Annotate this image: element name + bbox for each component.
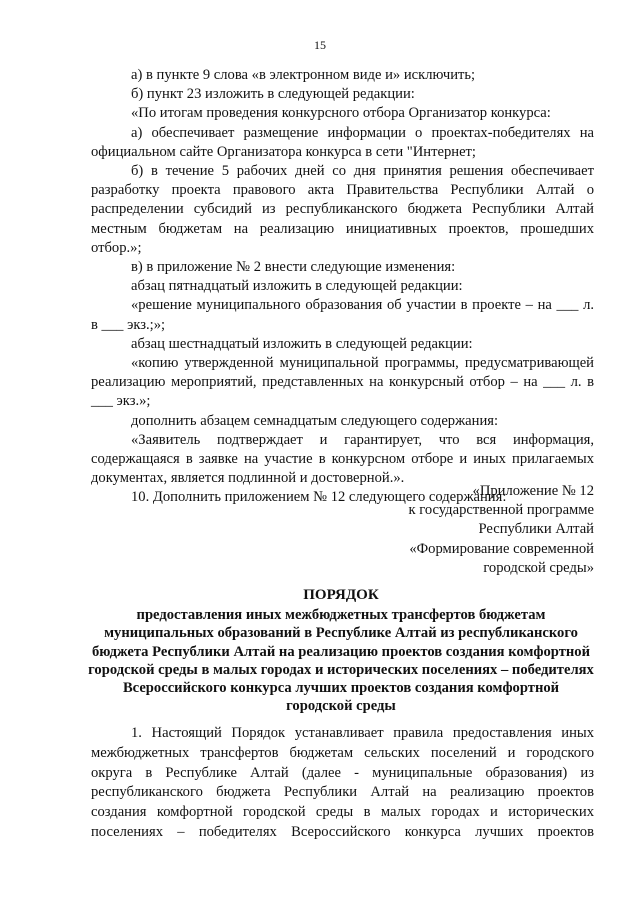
paragraph: «копию утвержденной муниципальной программы, предусматривающей реализацию мероприятий, представленных на конкурсный отбор – на ___ л. в ___ экз.»; <box>91 355 594 410</box>
paragraph: в) в приложение № 2 внести следующие изменения: <box>131 259 456 276</box>
page-number: 15 <box>314 38 326 52</box>
paragraph: абзац шестнадцатый изложить в следующей редакции: <box>131 335 473 352</box>
appendix-line: к государственной программе <box>408 502 594 519</box>
paragraph: 10. Дополнить приложением № 12 следующего содержания: <box>131 489 507 506</box>
appendix-line: Республики Алтай <box>478 521 594 538</box>
paragraph: а) обеспечивает размещение информации о проектах-победителях на официальном сайте Организатора конкурса в сети "Интернет; <box>91 124 594 160</box>
procedure-text <box>91 724 594 843</box>
paragraph: «По итогам проведения конкурсного отбора Организатор конкурса: <box>131 105 551 122</box>
document-title <box>88 586 594 715</box>
clause-1: 1. Настоящий Порядок устанавливает правила предоставления иных межбюджетных трансфертов бюджетам сельских поселений и городского округа в Республике Алтай (далее - муниципальные образования) из республиканского бюджета Республики Алтай на реализацию проектов создания комфортной городской среды в малых городах и исторических поселениях – победителях Всероссийского конкурса лучших проектов <box>91 725 594 840</box>
paragraph: б) в течение 5 рабочих дней со дня принятия решения обеспечивает разработку проекта правового акта Правительства Республики Алтай о распределении субсидий из республиканского бюджета Республики Алтай местным бюджетам на реализацию инициативных проектов, прошедших отбор.»; <box>91 163 594 256</box>
title-subtitle: предоставления иных межбюджетных трансфертов бюджетам муниципальных образований в Республике Алтай из республиканского бюджета Республики Алтай на реализацию проектов создания комфортной городской среды в малых городах и исторических поселениях – победителях Всероссийского конкурса лучших проектов создания комфортной городской среды <box>88 607 594 715</box>
appendix-line: «Формирование современной <box>409 540 594 557</box>
paragraph: б) пункт 23 изложить в следующей редакции: <box>131 86 415 103</box>
paragraph: а) в пункте 9 слова «в электронном виде и» исключить; <box>131 67 476 83</box>
paragraph: «Заявитель подтверждает и гарантирует, что вся информация, содержащаяся в заявке на участие в конкурсном отборе и иных прилагаемых документах, является подлинной и достоверной.». <box>91 431 594 487</box>
title-heading: ПОРЯДОК <box>303 587 379 603</box>
appendix-line: городской среды» <box>483 559 594 576</box>
appendix-line: «Приложение № 12 <box>472 483 594 499</box>
amendments-text <box>91 66 594 508</box>
paragraph: «решение муниципального образования об участии в проекте – на ___ л. в ___ экз.;»; <box>91 297 594 333</box>
paragraph: дополнить абзацем семнадцатым следующего содержания: <box>131 412 499 429</box>
appendix-header <box>380 482 594 578</box>
paragraph: абзац пятнадцатый изложить в следующей редакции: <box>131 278 463 295</box>
